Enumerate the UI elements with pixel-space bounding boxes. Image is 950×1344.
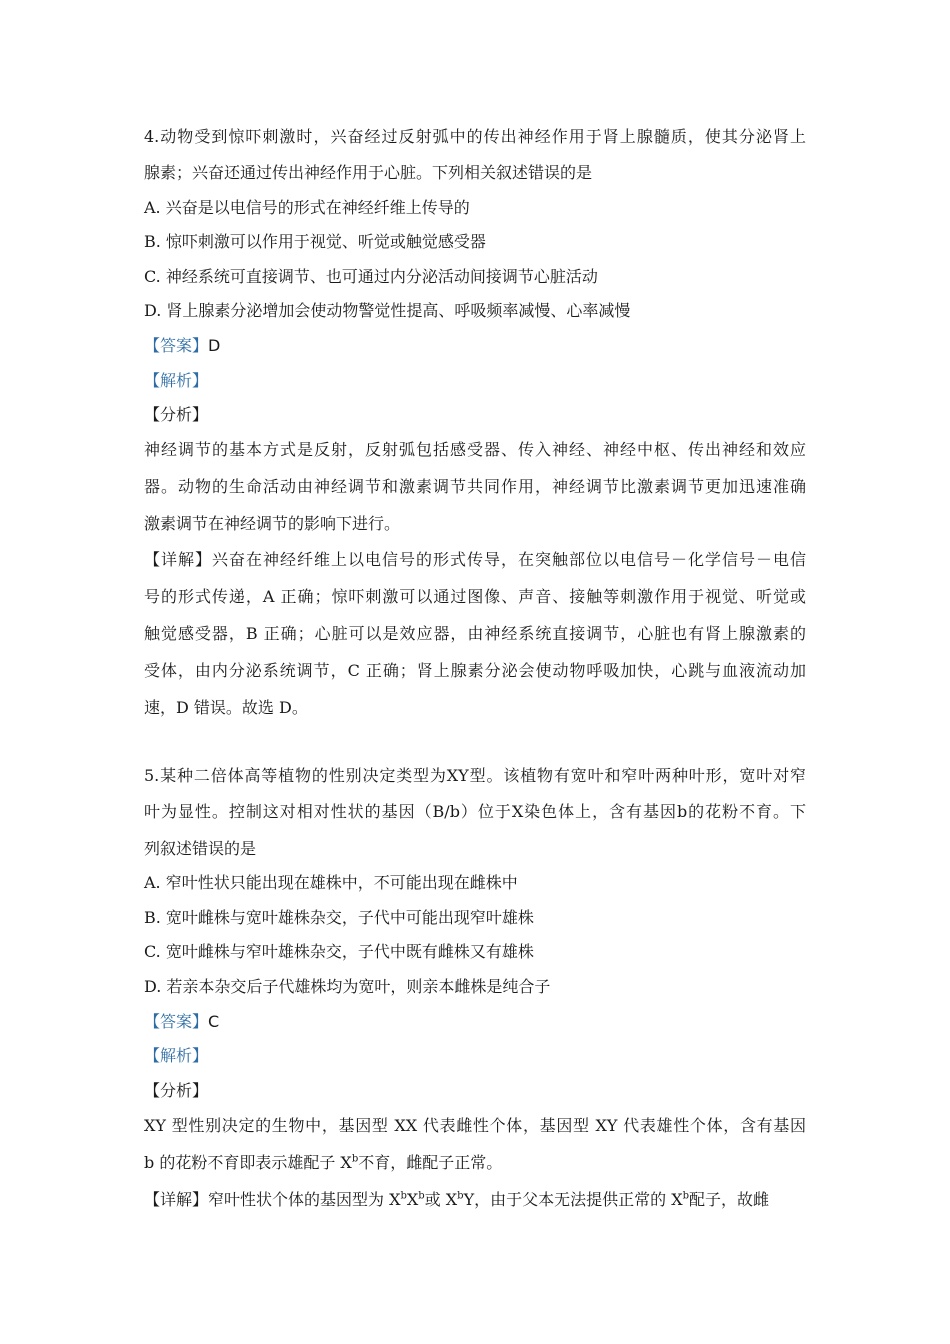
q5-answer-label: 【答案】 bbox=[144, 1012, 209, 1031]
q4-fenxi-line-3: 激素调节在神经调节的影响下进行。 bbox=[144, 514, 401, 533]
q4-fenxi-line-2: 器。动物的生命活动由神经调节和激素调节共同作用，神经调节比激素调节更加迅速准确 bbox=[144, 477, 806, 496]
q5-stem-line-2: 叶为显性。控制这对相对性状的基因（B/b）位于X染色体上，含有基因b的花粉不育。下 bbox=[144, 802, 806, 821]
q5-xj-post: 配子，故雌 bbox=[689, 1190, 770, 1209]
q5-xj-sup-3: b bbox=[457, 1190, 464, 1202]
q5-answer-value: C bbox=[208, 1012, 220, 1031]
q5-option-c: C. 宽叶雌株与窄叶雄株杂交，子代中既有雌株又有雄株 bbox=[144, 942, 534, 961]
q4-fenxi-line-1: 神经调节的基本方式是反射，反射弧包括感受器、传入神经、神经中枢、传出神经和效应 bbox=[144, 440, 806, 459]
q4-option-a: A. 兴奋是以电信号的形式在神经纤维上传导的 bbox=[144, 198, 470, 217]
q5-answer bbox=[144, 1012, 219, 1032]
q5-xj-mid-2: 或 X bbox=[424, 1190, 458, 1209]
q4-stem-line-1: 4.动物受到惊吓刺激时，兴奋经过反射弧中的传出神经作用于肾上腺髓质，使其分泌肾上 bbox=[144, 127, 806, 146]
q5-option-d: D. 若亲本杂交后子代雄株均为宽叶，则亲本雌株是纯合子 bbox=[144, 977, 551, 996]
q4-jiexi-label: 【解析】 bbox=[144, 371, 209, 390]
q4-answer-label: 【答案】 bbox=[144, 336, 209, 355]
q5-fenxi-line-2 bbox=[144, 1153, 502, 1173]
q5-fenxi-line-2-post: 不育，雌配子正常。 bbox=[358, 1153, 503, 1172]
q4-stem-line-2: 腺素；兴奋还通过传出神经作用于心脏。下列相关叙述错误的是 bbox=[144, 163, 593, 182]
q5-option-a: A. 窄叶性状只能出现在雄株中，不可能出现在雌株中 bbox=[144, 873, 518, 892]
q4-option-c: C. 神经系统可直接调节、也可通过内分泌活动间接调节心脏活动 bbox=[144, 267, 598, 286]
q4-xiangjie-line-3: 触觉感受器，B 正确；心脏可以是效应器，由神经系统直接调节，心脏也有肾上腺激素的 bbox=[144, 624, 806, 643]
q5-stem-line-3: 列叙述错误的是 bbox=[144, 839, 257, 858]
q5-fenxi-label: 【分析】 bbox=[144, 1081, 209, 1100]
q4-xiangjie-line-2: 号的形式传递，A 正确；惊吓刺激可以通过图像、声音、接触等刺激作用于视觉、听觉或 bbox=[144, 587, 806, 606]
q5-xj-sup-1: b bbox=[400, 1190, 407, 1202]
q4-option-b: B. 惊吓刺激可以作用于视觉、听觉或触觉感受器 bbox=[144, 232, 486, 251]
q5-xj-pre: 【详解】窄叶性状个体的基因型为 X bbox=[144, 1190, 401, 1209]
q5-stem-line-1: 5.某种二倍体高等植物的性别决定类型为XY型。该植物有宽叶和窄叶两种叶形，宽叶对窄 bbox=[144, 766, 806, 785]
q4-answer-value: D bbox=[208, 336, 221, 355]
q5-xj-sup-4: b bbox=[682, 1190, 690, 1202]
q4-xiangjie-line-5: 速，D 错误。故选 D。 bbox=[144, 698, 308, 717]
q5-fenxi-sup: b bbox=[351, 1153, 359, 1165]
q5-fenxi-line-1: XY 型性别决定的生物中，基因型 XX 代表雌性个体，基因型 XY 代表雄性个体，含有基因 bbox=[144, 1116, 806, 1135]
q5-option-b: B. 宽叶雌株与宽叶雄株杂交，子代中可能出现窄叶雄株 bbox=[144, 908, 534, 927]
q5-xj-sup-2: b bbox=[418, 1190, 425, 1202]
q4-option-d: D. 肾上腺素分泌增加会使动物警觉性提高、呼吸频率减慢、心率减慢 bbox=[144, 301, 631, 320]
q4-fenxi-label: 【分析】 bbox=[144, 405, 209, 424]
q5-xj-mid-3: Y，由于父本无法提供正常的 X bbox=[463, 1190, 683, 1209]
q4-xiangjie-line-4: 受体，由内分泌系统调节，C 正确；肾上腺素分泌会使动物呼吸加快，心跳与血液流动加 bbox=[144, 661, 806, 680]
q5-fenxi-line-2-pre: b 的花粉不育即表示雄配子 X bbox=[144, 1153, 352, 1172]
q4-xiangjie-line-1: 【详解】兴奋在神经纤维上以电信号的形式传导，在突触部位以电信号－化学信号－电信 bbox=[144, 550, 806, 569]
q5-xiangjie-line-1 bbox=[144, 1190, 806, 1210]
q4-answer bbox=[144, 336, 220, 356]
q5-jiexi-label: 【解析】 bbox=[144, 1046, 209, 1065]
q5-xj-mid-1: X bbox=[406, 1190, 419, 1209]
